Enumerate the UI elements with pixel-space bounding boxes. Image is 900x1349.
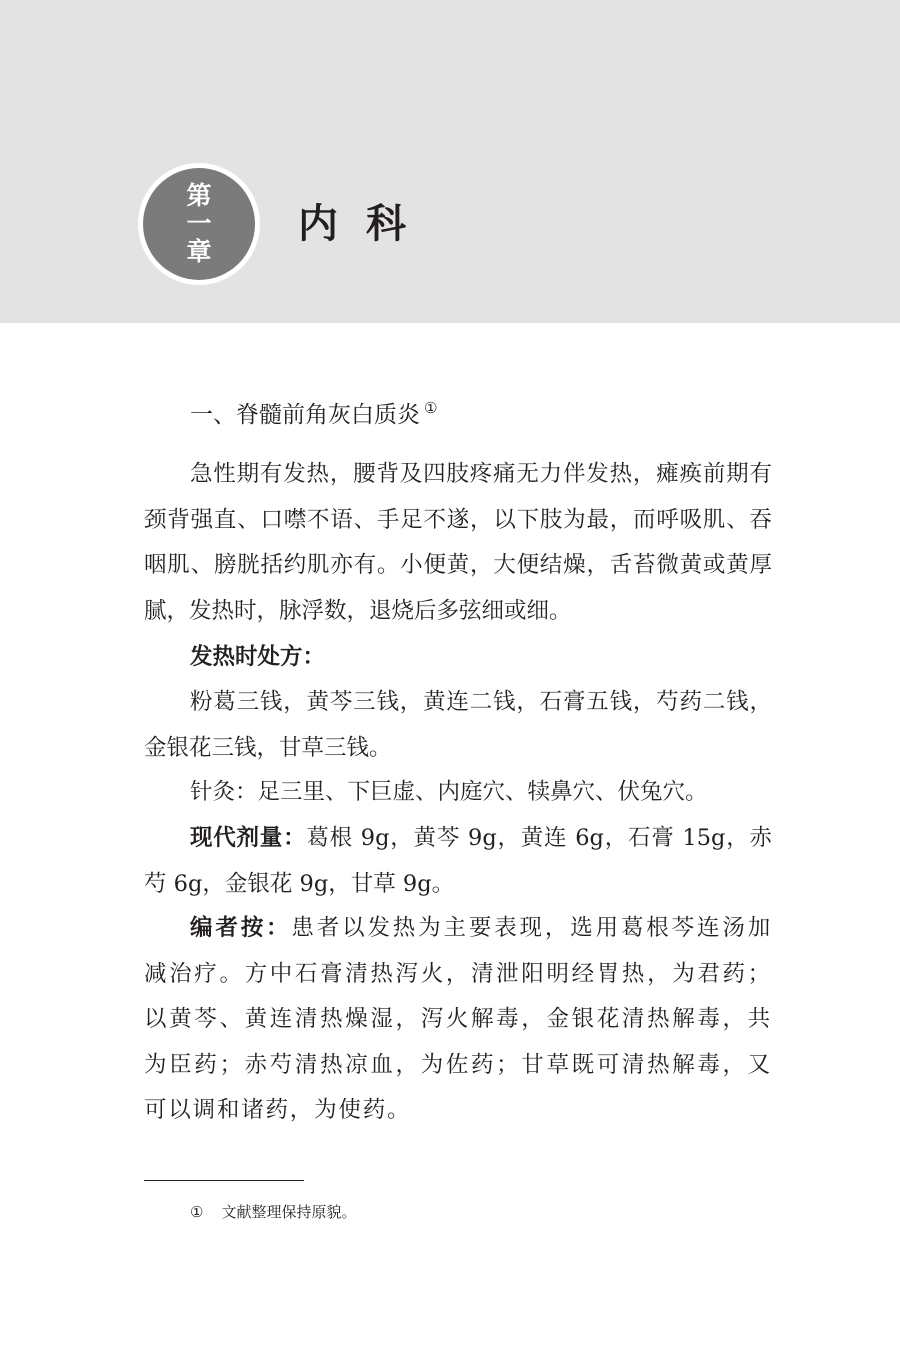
footnote-text: 文献整理保持原貌。 xyxy=(221,1203,357,1221)
footnote-divider xyxy=(144,1180,304,1181)
editor-note-paragraph xyxy=(144,906,772,1134)
editor-note-label: 编者按： xyxy=(190,915,292,941)
footnote xyxy=(190,1199,356,1225)
footnote-number: ① xyxy=(190,1203,204,1221)
prescription-paragraph: 粉葛三钱，黄芩三钱，黄连二钱，石膏五钱，芍药二钱，金银花三钱，甘草三钱。 xyxy=(144,689,772,761)
editor-note-text: 患者以发热为主要表现，选用葛根芩连汤加减治疗。方中石膏清热泻火，清泄阳明经胃热，为君药；以黄芩、黄连清热燥湿，泻火解毒，金银花清热解毒，共为臣药；赤芍清热凉血，为佐药；甘草既可清热解毒，又可以调和诸药，为使药。 xyxy=(144,915,773,1124)
chapter-badge-char: 一 xyxy=(186,209,212,238)
dosage-paragraph xyxy=(144,816,772,907)
dosage-label: 现代剂量： xyxy=(190,825,307,851)
chapter-badge-circle xyxy=(143,168,255,280)
chapter-badge xyxy=(138,163,260,285)
chapter-badge-char: 章 xyxy=(186,237,212,266)
section-title-text: 一、脊髓前角灰白质炎 xyxy=(190,402,420,428)
footnote-reference: ① xyxy=(424,399,438,417)
symptoms-paragraph: 急性期有发热，腰背及四肢疼痛无力伴发热，瘫痪前期有颈背强直、口噤不语、手足不遂，以下肢为最，而呼吸肌、吞咽肌、膀胱括约肌亦有。小便黄，大便结燥，舌苔微黄或黄厚腻，发热时，脉浮数，退烧后多弦细或细。 xyxy=(144,461,772,624)
chapter-title: 内科 xyxy=(298,200,434,247)
chapter-banner xyxy=(0,0,900,323)
prescription-label: 发热时处方： xyxy=(190,644,326,670)
chapter-badge-char: 第 xyxy=(186,181,212,210)
acupuncture-paragraph: 针灸：足三里、下巨虚、内庭穴、犊鼻穴、伏兔穴。 xyxy=(190,779,708,805)
section-title xyxy=(190,388,437,435)
dosage-text: 葛根 9g，黄芩 9g，黄连 6g，石膏 15g，赤芍 6g，金银花 9g，甘草 9g。 xyxy=(144,825,772,897)
prescription-label-paragraph xyxy=(144,635,772,681)
